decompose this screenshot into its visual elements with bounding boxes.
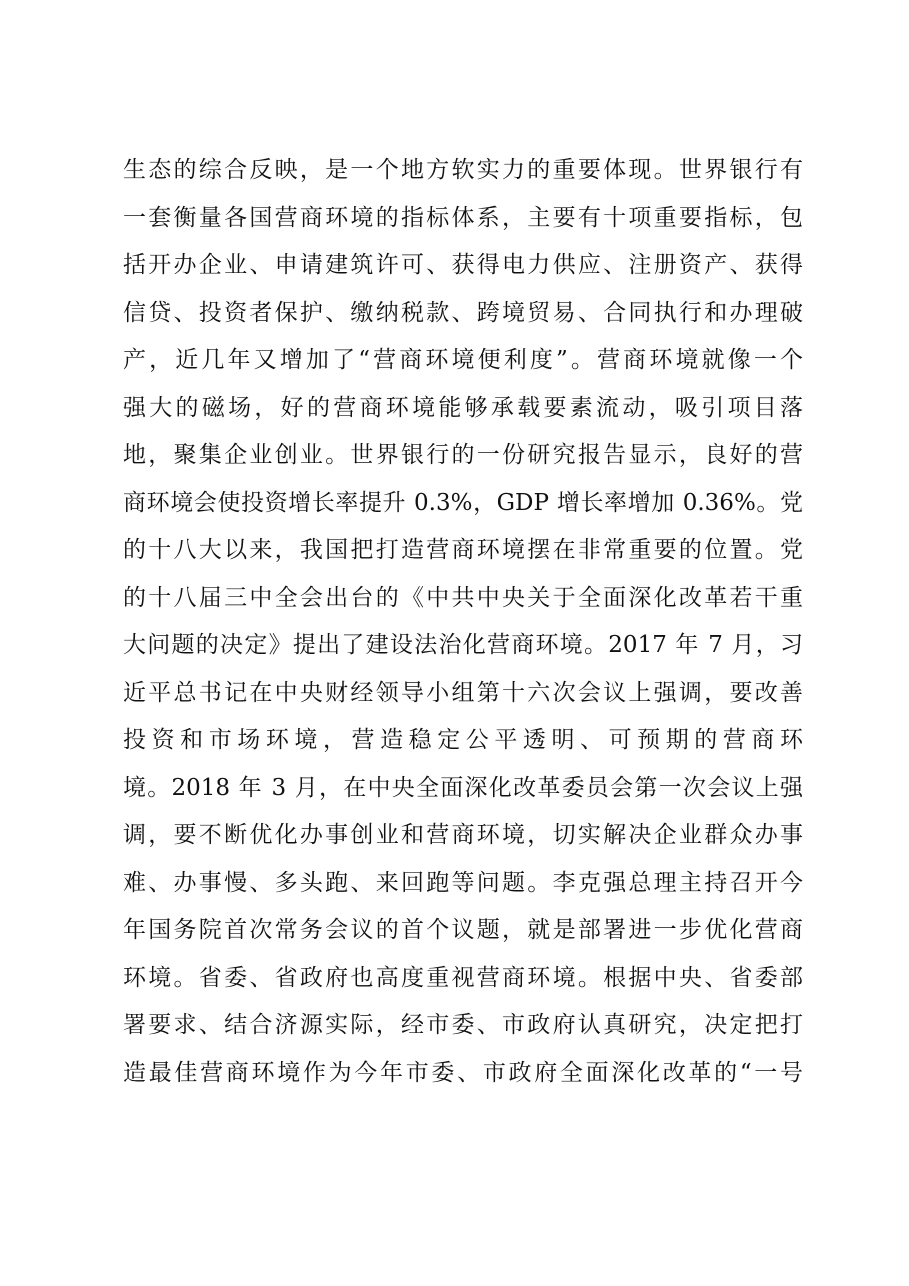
- text-line: 难、办事慢、多头跑、来回跑等问题。李克强总理主持召开今: [123, 869, 803, 896]
- text-line: 近平总书记在中央财经领导小组第十六次会议上强调，要改善: [123, 679, 803, 706]
- text-line: 大问题的决定》提出了建设法治化营商环境。2017 年 7 月，习: [123, 632, 803, 658]
- text-line: 一套衡量各国营商环境的指标体系，主要有十项重要指标，包: [123, 204, 803, 231]
- text-line: 境。2018 年 3 月，在中央全面深化改革委员会第一次会议上强: [123, 774, 803, 801]
- text-line: 商环境会使投资增长率提升 0.3%，GDP 增长率增加 0.36%。党: [123, 489, 803, 516]
- body-text: [123, 147, 803, 1097]
- text-line: 生态的综合反映，是一个地方软实力的重要体现。世界银行有: [123, 157, 803, 183]
- text-line: 地，聚集企业创业。世界银行的一份研究报告显示，良好的营: [123, 442, 803, 468]
- text-line: 信贷、投资者保护、缴纳税款、跨境贸易、合同执行和办理破: [123, 299, 803, 326]
- text-line: 括开办企业、申请建筑许可、获得电力供应、注册资产、获得: [123, 252, 803, 278]
- text-line: 环境。省委、省政府也高度重视营商环境。根据中央、省委部: [123, 964, 803, 991]
- text-line: 调，要不断优化办事创业和营商环境，切实解决企业群众办事: [123, 822, 803, 848]
- text-line: 产，近几年又增加了“营商环境便利度”。营商环境就像一个: [123, 347, 803, 373]
- text-line: 年国务院首次常务会议的首个议题，就是部署进一步优化营商: [123, 917, 803, 943]
- text-line: 强大的磁场，好的营商环境能够承载要素流动，吸引项目落: [123, 394, 803, 421]
- text-line: 的十八大以来，我国把打造营商环境摆在非常重要的位置。党: [123, 537, 803, 563]
- text-line: 投资和市场环境，营造稳定公平透明、可预期的营商环: [123, 727, 803, 753]
- text-line: 的十八届三中全会出台的《中共中央关于全面深化改革若干重: [123, 584, 803, 611]
- text-line: 署要求、结合济源实际，经市委、市政府认真研究，决定把打: [123, 1012, 803, 1038]
- text-line: 造最佳营商环境作为今年市委、市政府全面深化改革的“一号: [123, 1059, 803, 1086]
